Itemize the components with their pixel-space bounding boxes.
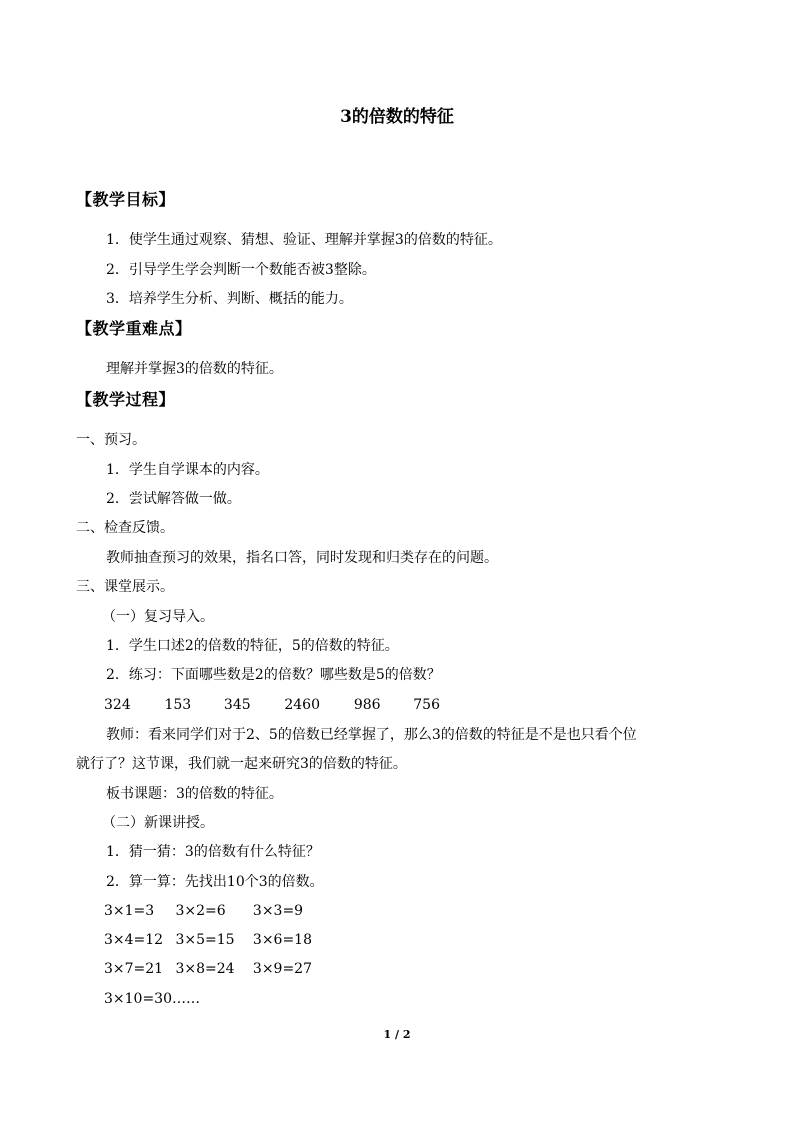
sub2-item-2: 2．算一算：先找出10个3的倍数。	[106, 874, 324, 890]
equation-row	[104, 902, 303, 920]
page-number: 1 / 2	[383, 1028, 411, 1041]
document-title: 3的倍数的特征	[340, 107, 454, 127]
equation: 3×4=12	[104, 932, 164, 948]
equation: 3×6=18	[252, 932, 312, 948]
key-points-text: 理解并掌握3的倍数的特征。	[106, 361, 283, 377]
goal-item-1: 1．使学生通过观察、猜想、验证、理解并掌握3的倍数的特征。	[106, 232, 502, 248]
equation: 3×3=9	[252, 903, 304, 919]
goal-item-2: 2．引导学生学会判断一个数能否被3整除。	[106, 262, 376, 278]
part1-item-2: 2．尝试解答做一做。	[106, 491, 241, 507]
number-item: 2460	[284, 697, 320, 713]
board-title: 板书课题：3的倍数的特征。	[106, 786, 283, 802]
goals-heading: 【教学目标】	[76, 190, 176, 209]
number-item: 324	[104, 697, 131, 713]
number-list	[104, 696, 440, 714]
part2-text: 教师抽查预习的效果，指名口答，同时发现和归类存在的问题。	[106, 550, 498, 566]
sub1-item-1: 1．学生口述2的倍数的特征，5的倍数的特征。	[106, 638, 399, 654]
sub1-title: （一）复习导入。	[102, 609, 214, 625]
sub2-item-1: 1．猜一猜：3的倍数有什么特征？	[106, 844, 320, 860]
number-item: 153	[164, 697, 192, 713]
part2-title: 二、检查反馈。	[76, 520, 174, 536]
number-item: 986	[353, 697, 381, 713]
teacher-text-line-2: 就行了？这节课，我们就一起来研究3的倍数的特征。	[76, 756, 407, 772]
number-item: 756	[413, 697, 440, 713]
number-item: 345	[223, 697, 251, 713]
equation-row	[104, 960, 312, 978]
equation: 3×8=24	[175, 961, 235, 977]
part1-title: 一、预习。	[76, 432, 146, 448]
key-points-heading: 【教学重难点】	[76, 319, 192, 338]
equation-row	[104, 990, 200, 1008]
equation: 3×5=15	[175, 932, 235, 948]
sub1-item-2: 2．练习：下面哪些数是2的倍数？哪些数是5的倍数？	[106, 667, 441, 683]
part3-title: 三、课堂展示。	[76, 579, 174, 595]
teacher-text-line-1: 教师：看来同学们对于2、5的倍数已经掌握了，那么3的倍数的特征是不是也只看个位	[106, 727, 637, 743]
process-heading: 【教学过程】	[76, 390, 176, 409]
equation: 3×10=30……	[104, 991, 200, 1007]
sub2-title: （二）新课讲授。	[102, 815, 214, 831]
goal-item-3: 3．培养学生分析、判断、概括的能力。	[106, 291, 353, 307]
equation-row	[104, 931, 312, 949]
equation: 3×2=6	[175, 903, 226, 919]
part1-item-1: 1．学生自学课本的内容。	[106, 462, 269, 478]
equation: 3×7=21	[104, 961, 164, 977]
equation: 3×9=27	[252, 961, 312, 977]
equation: 3×1=3	[104, 903, 155, 919]
